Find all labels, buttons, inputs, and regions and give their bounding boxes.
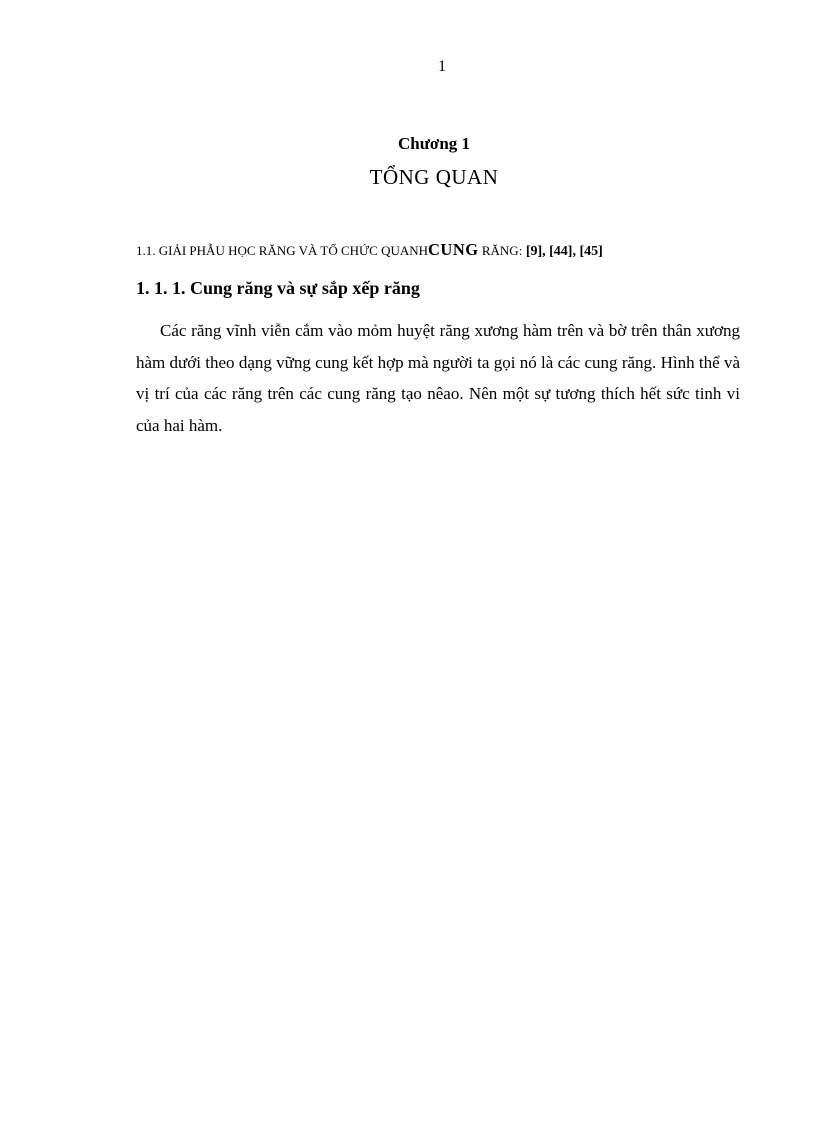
page-number: 1 bbox=[438, 58, 446, 75]
section-heading-refs: [9], [44], [45] bbox=[522, 244, 603, 259]
subsection-heading: 1. 1. 1. Cung răng và sự sắp xếp răng bbox=[136, 278, 420, 298]
section-heading-emphasis: CUNG bbox=[428, 240, 479, 259]
chapter-title: TỔNG QUAN bbox=[369, 165, 499, 189]
chapter-label: Chương 1 bbox=[397, 134, 471, 153]
section-heading bbox=[136, 240, 746, 260]
section-heading-suffix: RĂNG: bbox=[478, 243, 523, 258]
section-heading-prefix: 1.1. GIẢI PHẪU HỌC RĂNG VÀ TỔ CHỨC QUANH bbox=[136, 243, 429, 258]
body-paragraph: Các răng vĩnh viễn cắm vào mỏm huyệt răng xương hàm trên và bờ trên thân xương hàm dưới theo dạng vững cung kết hợp mà người ta gọi nó là các cung răng. Hình thể và vị trí của các răng trên các cung răng tạo nêao. Nên một sự tương thích hết sức tinh vi của hai hàm. bbox=[136, 321, 740, 435]
